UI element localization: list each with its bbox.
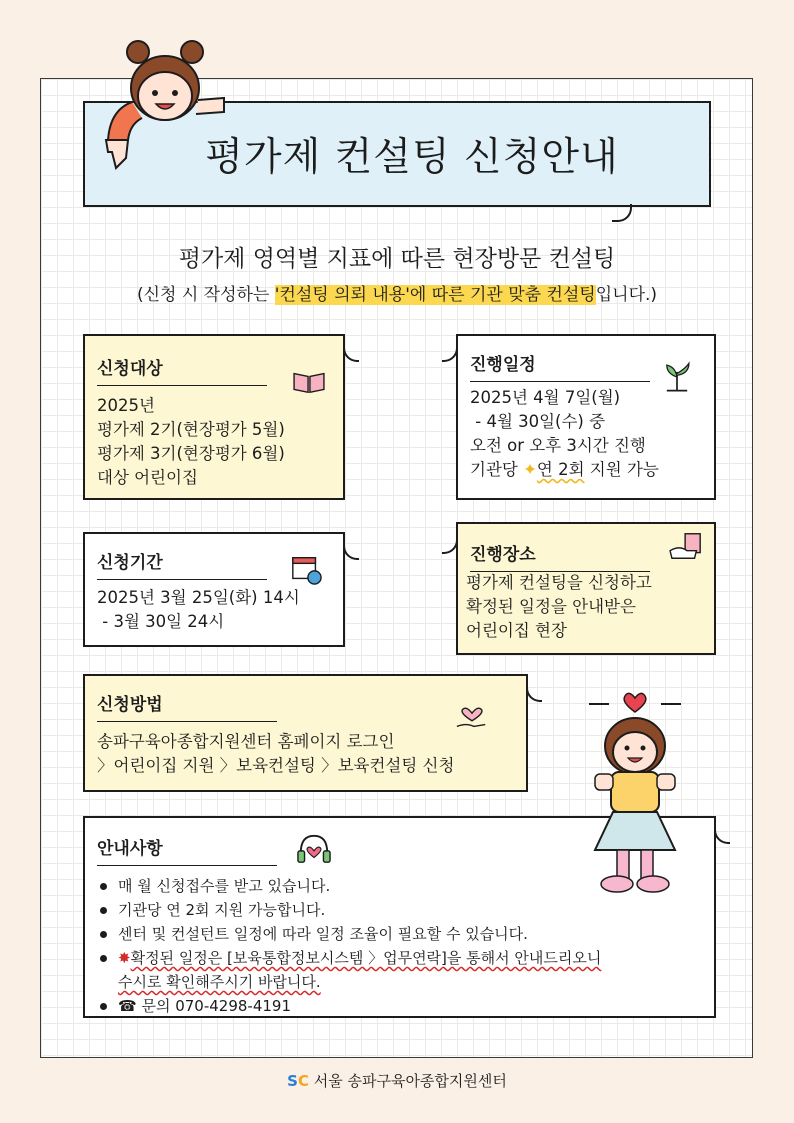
card-place-line: 어린이집 현장 [466, 621, 567, 640]
calendar-icon [290, 553, 322, 585]
notice-important-line2: 수시로 확인해주시기 바랍니다. [118, 973, 321, 991]
notice-important-line1: 확정된 일정은 [보육통합정보시스템 〉업무연락]을 통해서 안내드리오니 [130, 949, 602, 967]
card-method-line: 송파구육아종합지원센터 홈페이지 로그인 [97, 732, 395, 751]
org-logo-icon: S [287, 1072, 298, 1090]
card-period-line: 2025년 3월 25일(화) 14시 [97, 588, 300, 607]
card-place-line: 평가제 컨설팅을 신청하고 [466, 573, 652, 592]
card-schedule-line: 2025년 4월 7일(월) [470, 388, 621, 407]
card-target-line: 평가제 2기(현장평가 5월) [97, 420, 285, 439]
card-schedule [456, 334, 716, 500]
intro-subtitle: 평가제 영역별 지표에 따른 현장방문 컨설팅 [178, 246, 616, 272]
card-place-title: 진행장소 [470, 540, 650, 572]
card-schedule-line-last [470, 458, 659, 482]
card-target-line: 평가제 3기(현장평가 6월) [97, 444, 285, 463]
card-target [83, 334, 345, 500]
card-place-line: 확정된 일정을 안내받은 [466, 597, 636, 616]
card-target-line: 2025년 [97, 396, 155, 415]
page-title: 평가제 컨설팅 신청안내 [205, 135, 619, 180]
footer-org-name: 서울 송파구육아종합지원센터 [313, 1072, 507, 1090]
notice-item: 기관당 연 2회 지원 가능합니다. [100, 898, 601, 922]
schedule-emphasis: 연 2회 [536, 460, 585, 479]
card-target-line: 대상 어린이집 [97, 468, 198, 487]
card-method-body [97, 730, 454, 778]
headphone-heart-icon [295, 832, 333, 866]
intro-note-prefix: (신청 시 작성하는 [136, 285, 275, 305]
notice-item: 매 월 신청접수를 받고 있습니다. [100, 874, 601, 898]
book-icon [290, 368, 328, 396]
intro-note-highlight: '컨설팅 의뢰 내용'에 따른 기관 맞춤 컨설팅 [274, 285, 596, 305]
notice-item: 센터 및 컨설턴트 일정에 따라 일정 조율이 필요할 수 있습니다. [100, 922, 601, 946]
card-place-body [466, 571, 652, 643]
card-schedule-line: 오전 or 오후 3시간 진행 [470, 436, 646, 455]
schedule-last-suffix: 지원 가능 [584, 460, 659, 479]
alert-star-icon: ✸ [118, 949, 131, 967]
card-target-body [97, 394, 285, 490]
intro-note-suffix: 입니다.) [595, 285, 658, 305]
org-logo-icon-accent: C [297, 1072, 309, 1090]
notice-list [100, 874, 601, 1018]
card-period-title: 신청기간 [97, 548, 267, 580]
card-method-title: 신청방법 [97, 690, 277, 722]
sparkle-icon: ✦ [523, 460, 537, 479]
card-schedule-body [470, 386, 659, 482]
card-schedule-line: - 4월 30일(수) 중 [470, 412, 606, 431]
card-period [83, 532, 345, 647]
card-period-line: - 3월 30일 24시 [97, 612, 225, 631]
notice-phone: ☎ 문의 070-4298-4191 [100, 994, 601, 1018]
intro-note [0, 280, 794, 305]
card-schedule-title: 진행일정 [470, 350, 650, 382]
heart-hand-icon [453, 700, 491, 734]
footer [0, 1070, 794, 1091]
girl-thumbs-up-illustration [575, 688, 695, 898]
building-hand-icon [668, 530, 706, 562]
sprout-icon [660, 360, 694, 394]
card-target-title: 신청대상 [97, 354, 267, 386]
girl-pointing-illustration [100, 40, 235, 175]
schedule-last-prefix: 기관당 [470, 460, 524, 479]
card-notices-title: 안내사항 [97, 834, 277, 866]
notice-item-important [100, 946, 601, 994]
card-period-body [97, 586, 300, 634]
card-method-line: 〉어린이집 지원 〉보육컨설팅 〉보육컨설팅 신청 [97, 756, 455, 775]
